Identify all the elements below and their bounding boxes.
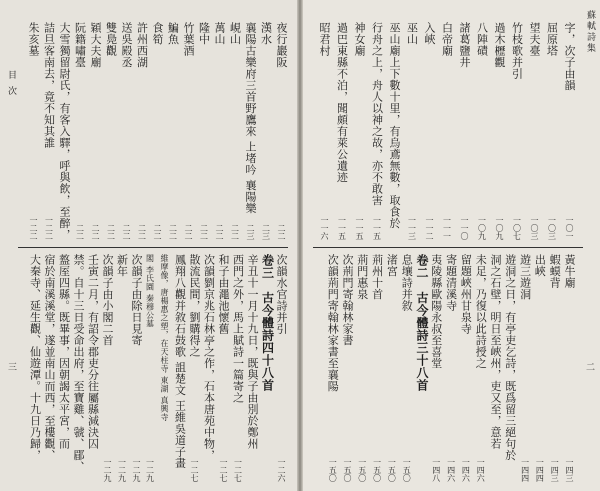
toc-entry-page-number: 二二	[184, 224, 193, 240]
toc-entry-title: 竹葉酒	[182, 22, 195, 57]
toc-entry-page-number: 一二七	[219, 458, 228, 482]
toc-entry-title: 遊三遊洞	[518, 254, 532, 300]
toc-entry	[430, 254, 443, 482]
toc-entry-page-number: 一四三	[550, 458, 560, 482]
toc-entry-page-number: 二二	[91, 224, 100, 240]
toc-entry-title: 八陣磧	[475, 22, 489, 57]
toc-entry-title: 宿於南溪溪堂，遂並南山而西，至樓觀、	[43, 254, 56, 461]
toc-entry-title: 留題峽州甘泉寺	[459, 254, 473, 335]
toc-entry-page-number: 一二七	[190, 458, 199, 482]
toc-entry-page-number: 一二九	[103, 458, 112, 482]
toc-entry-page-number: 一四六	[476, 458, 486, 482]
toc-entry-title: 詰旦客南去，竟不知其誰	[42, 22, 56, 149]
toc-entry-title: 字，次子由韻	[563, 22, 576, 91]
toc-entry	[353, 22, 366, 240]
toc-entry-page-number: 一〇三	[530, 216, 539, 240]
toc-entry	[318, 22, 331, 240]
toc-entry	[445, 254, 458, 482]
toc-entry-page-number: 一〇七	[512, 216, 522, 240]
toc-entry	[182, 22, 195, 240]
toc-entry-title: 朱亥墓	[27, 22, 40, 57]
section-heading	[261, 254, 274, 482]
right-runner: 蘇軾詩集	[585, 10, 595, 54]
toc-entry-title: 洞之石壁，明日至峽州，吏又至，意若	[489, 254, 502, 450]
toc-entry-title: 阮籍嘯臺	[73, 22, 87, 68]
toc-entry	[174, 254, 187, 482]
toc-entry-title: 出峽	[533, 254, 547, 277]
toc-entry	[546, 22, 559, 240]
book-gutter	[297, 0, 303, 491]
toc-entry-page-number: 一五〇	[357, 458, 367, 482]
toc-entry-title: 荊州十首	[370, 254, 384, 300]
toc-entry	[400, 254, 413, 482]
toc-entry	[232, 254, 245, 482]
toc-entry-title: 寄題清溪寺	[444, 254, 458, 312]
toc-entry	[101, 254, 114, 482]
toc-entry	[388, 22, 401, 240]
toc-entry	[58, 22, 71, 240]
toc-entry-page-number: 一五〇	[328, 458, 338, 482]
toc-entry-title: 屈原塔	[545, 22, 559, 57]
toc-entry-page-number: 一四八	[431, 458, 441, 482]
toc-entry-title: 次荊門寄翰林家書	[341, 254, 354, 346]
toc-entry-title: 夜行巖阪	[275, 22, 288, 68]
toc-entry	[43, 254, 56, 482]
toc-entry	[511, 22, 524, 240]
toc-entry-title: 入峽	[423, 22, 436, 45]
toc-entry-page-number: 一五〇	[372, 458, 382, 482]
toc-entry-title: 次韻荊門寄翰林家書至襄陽	[326, 254, 340, 392]
toc-entry-title: 穎大夫廟	[89, 22, 102, 68]
toc-entry	[406, 22, 419, 240]
toc-entry-page-number: 一二九	[117, 458, 127, 482]
toc-entry-title: 蝦蟆背	[548, 254, 562, 289]
left-runner: 目 次	[6, 70, 16, 97]
toc-entry-page-number: 一四六	[461, 458, 471, 482]
toc-entry-title: 竹枝歌并引	[510, 22, 524, 80]
toc-entry	[385, 254, 398, 482]
toc-entry-title: 諸葛鹽井	[458, 22, 471, 68]
toc-entry-title: 卷三 古今體詩四十八首	[260, 254, 275, 392]
toc-entry	[43, 22, 56, 240]
right-page-number: 二	[586, 363, 596, 373]
toc-entry	[145, 254, 155, 482]
toc-entry	[275, 22, 288, 240]
toc-entry-page-number: 二二	[137, 224, 147, 240]
toc-entry	[151, 22, 164, 240]
toc-entry-page-number: 一二二	[29, 216, 38, 240]
toc-entry-title: 新年	[115, 254, 129, 277]
left-page	[0, 0, 299, 491]
right-page	[301, 0, 600, 491]
toc-entry-title: 鳳翔八觀并敘石鼓歌 詛楚文 王維吳道子畫	[173, 254, 187, 469]
toc-entry-title: 隆中	[197, 22, 211, 45]
toc-entry-title: 次韻水官詩并引	[275, 254, 288, 335]
toc-entry-page-number: 一一一	[442, 216, 452, 240]
toc-entry-title: 遊洞之日，有亭吏乞詩，既爲留三絕句於	[503, 254, 517, 461]
right-half-divider	[313, 247, 583, 248]
toc-entry-page-number: 一二六	[277, 458, 286, 482]
toc-entry	[476, 22, 489, 240]
toc-entry-title: 雙鳧觀	[104, 22, 118, 57]
toc-entry	[519, 254, 532, 482]
toc-entry-title: 行舟之上，舟人以神之故，亦不敢害	[370, 22, 384, 206]
toc-entry	[493, 22, 506, 240]
toc-entry-title: 過木櫪觀	[493, 22, 506, 68]
toc-entry-title: 辛丑十一月十九日，既與子由別於鄭州	[246, 254, 259, 450]
toc-entry-title: 送吳殿丞	[120, 22, 133, 68]
left-page-number: 三	[8, 363, 18, 373]
toc-entry	[74, 22, 87, 240]
toc-entry	[72, 254, 85, 482]
toc-entry-page-number: 一四三	[565, 458, 574, 482]
toc-entry-page-number: 一一五	[372, 216, 382, 240]
toc-entry-page-number: 一〇三	[547, 216, 557, 240]
section-heading	[415, 254, 428, 482]
toc-entry	[356, 254, 369, 482]
toc-entry-page-number: 二二	[168, 224, 178, 240]
toc-entry-page-number: 一一五	[355, 216, 364, 240]
toc-entry	[563, 22, 576, 240]
toc-entry-title: 襄陽古樂府三首野鷹來 上堵吟 襄陽樂	[244, 22, 257, 214]
toc-entry	[29, 254, 42, 482]
toc-entry-title: 卷二 古今體詩三十八首	[415, 254, 429, 392]
toc-entry-title: 大秦寺、延生觀、仙遊潭。十九日乃歸，	[28, 254, 42, 461]
toc-entry-page-number: 一一六	[320, 216, 329, 240]
toc-entry-title: 白帝廟	[440, 22, 454, 57]
toc-entry-title: 萬山	[213, 22, 226, 45]
toc-entry-title: 峴山	[228, 22, 242, 45]
toc-entry-title: 昭君村	[318, 22, 331, 57]
toc-entry	[336, 22, 349, 240]
toc-entry-title: 和子由澠池懷舊	[217, 254, 230, 335]
toc-entry-title: 巫山	[405, 22, 419, 45]
toc-entry	[341, 254, 354, 482]
toc-entry-title: 次韻劉京兆石林亭之作，石本唐苑中物，	[202, 254, 216, 461]
toc-entry	[441, 22, 454, 240]
toc-entry-title: 壬寅二月，有詔令郡吏分往屬縣減決囚	[86, 254, 100, 450]
toc-entry	[58, 254, 71, 482]
toc-entry-title: 西門之外，馬上賦詩一篇寄之	[231, 254, 245, 404]
toc-entry-page-number: 二二	[153, 224, 162, 240]
toc-entry-title: 望夫臺	[528, 22, 541, 57]
toc-entry-page-number: 一五〇	[343, 458, 352, 482]
toc-entry-title: 神女廟	[353, 22, 366, 57]
toc-entry-title: 息壤詩并敘	[400, 254, 414, 312]
toc-entry-page-number: 一五〇	[402, 458, 412, 482]
toc-entry-title: 漢水	[259, 22, 273, 45]
toc-entry	[459, 254, 472, 482]
toc-entry	[217, 254, 230, 482]
toc-entry-title: 黃牛廟	[563, 254, 576, 289]
toc-entry-page-number: 二二	[230, 224, 240, 240]
toc-entry	[533, 254, 546, 482]
toc-entry	[120, 22, 133, 240]
toc-entry	[260, 22, 273, 240]
toc-entry	[116, 254, 129, 482]
toc-entry-page-number: 二三	[246, 224, 255, 240]
toc-entry	[326, 254, 339, 482]
toc-entry-page-number: 一一〇	[460, 216, 469, 240]
toc-entry	[130, 254, 143, 482]
toc-entry	[489, 254, 502, 482]
toc-entry-title: 禁。自十三日受命出府，至寶雞、虢、郿、	[72, 254, 85, 473]
toc-entry	[87, 254, 100, 482]
toc-entry	[371, 22, 384, 240]
toc-entry-page-number: 一〇一	[565, 216, 574, 240]
toc-entry-page-number: 一二九	[145, 458, 155, 482]
toc-entry-title: 散流民間，劉購得之	[188, 254, 201, 358]
toc-entry-page-number: 一四四	[520, 458, 530, 482]
toc-entry-page-number: 二二	[75, 224, 85, 240]
toc-entry-page-number: 一一二	[425, 216, 434, 240]
toc-entry	[458, 22, 471, 240]
left-half-divider	[18, 247, 288, 248]
toc-entry	[167, 22, 180, 240]
toc-entry-title: 渚宮	[385, 254, 399, 277]
toc-entry	[89, 22, 102, 240]
toc-entry	[423, 22, 436, 240]
toc-entry-page-number: 一一五	[337, 216, 347, 240]
toc-entry-title: 閣 李氏園 秦穆公墓	[145, 254, 155, 329]
toc-entry	[213, 22, 226, 240]
toc-entry	[504, 254, 517, 482]
toc-entry-title: 大雪獨留尉氏，有客入驛，呼與飲，至醉，	[58, 22, 71, 241]
toc-entry-page-number: 二二	[122, 224, 131, 240]
toc-entry-page-number: 一五〇	[387, 458, 397, 482]
toc-entry	[474, 254, 487, 482]
toc-entry	[244, 22, 257, 240]
toc-entry	[563, 254, 576, 482]
toc-entry-title: 次韻子由小閣二首	[101, 254, 114, 346]
toc-entry-page-number: 二二	[199, 224, 209, 240]
toc-entry	[188, 254, 201, 482]
toc-entry-page-number: 二二	[106, 224, 116, 240]
toc-entry	[203, 254, 216, 482]
toc-entry	[371, 254, 384, 482]
toc-entry	[105, 22, 118, 240]
toc-entry	[528, 22, 541, 240]
toc-entry-title: 荊門惠泉	[355, 254, 369, 300]
toc-entry-page-number: 一二九	[132, 458, 141, 482]
toc-entry-title: 維摩像，唐楊惠之塑，在天柱寺 東湖 真興寺	[160, 254, 169, 422]
toc-entry	[198, 22, 211, 240]
toc-entry	[229, 22, 242, 240]
toc-entry-title: 鯿魚	[166, 22, 180, 45]
toc-entry-page-number: 二二	[277, 224, 286, 240]
toc-entry-page-number: 一一三	[407, 216, 417, 240]
toc-entry-page-number: 二二	[215, 224, 224, 240]
toc-entry-page-number: 一〇九	[477, 216, 487, 240]
toc-entry-title: 許州西湖	[135, 22, 149, 68]
toc-entry-title: 盩厔四縣。既畢事，因朝謁太平宮，而	[57, 254, 71, 450]
toc-entry	[246, 254, 259, 482]
toc-entry-page-number: 一二七	[233, 458, 243, 482]
toc-entry	[27, 22, 40, 240]
toc-entry	[136, 22, 149, 240]
toc-entry-title: 巫山廟上下數十里，有烏鳶無數，取食於	[388, 22, 401, 229]
toc-entry-title: 過巴東縣不泊，聞頗有萊公遺迹	[335, 22, 349, 183]
toc-entry-page-number: 一〇九	[495, 216, 504, 240]
toc-entry-title: 未足，乃復以此詩授之	[474, 254, 488, 369]
toc-entry	[548, 254, 561, 482]
toc-entry	[275, 254, 288, 482]
toc-entry-page-number: 二三	[261, 224, 271, 240]
toc-entry	[159, 254, 169, 482]
toc-entry-title: 次韻子由除日見寄	[130, 254, 143, 346]
toc-entry-page-number: 一四六	[446, 458, 456, 482]
toc-entry-page-number: 一二二	[44, 216, 54, 240]
toc-entry-page-number: 一四四	[535, 458, 545, 482]
toc-entry-title: 食筍	[151, 22, 164, 45]
toc-entry-title: 夷陵縣歐陽永叔至喜堂	[429, 254, 443, 369]
